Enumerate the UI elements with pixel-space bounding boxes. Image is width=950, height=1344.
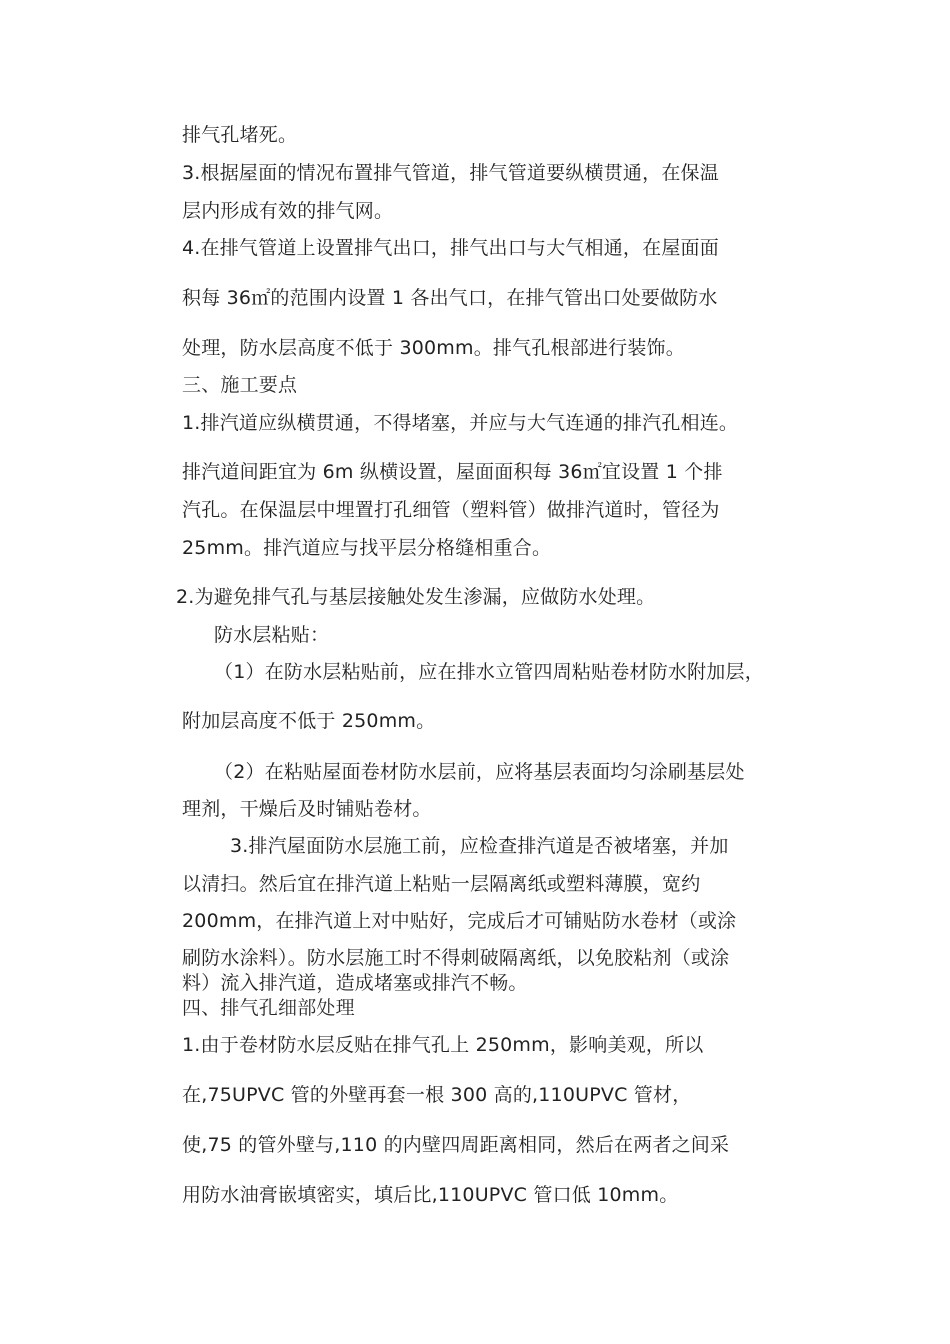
text-line: 用防水油膏嵌填密实，填后比,110UPVC 管口低 10mm。 [182,1184,679,1206]
text-line: 1.由于卷材防水层反贴在排气孔上 250mm，影响美观，所以 [182,1034,704,1056]
text-line: 25mm。排汽道应与找平层分格缝相重合。 [182,537,552,559]
text-line: 层内形成有效的排气网。 [182,200,394,222]
text-line: 排气孔堵死。 [182,124,298,146]
text-line: 4.在排气管道上设置排气出口，排气出口与大气相通，在屋面面 [182,237,719,259]
text-line: 200mm，在排汽道上对中贴好，完成后才可铺贴防水卷材（或涂 [182,910,737,932]
text-line: 3.排汽屋面防水层施工前，应检查排汽道是否被堵塞，并加 [230,835,729,857]
text-line: 料）流入排汽道，造成堵塞或排汽不畅。 [182,972,528,994]
subheading: 防水层粘贴： [214,624,330,646]
text-line: 处理，防水层高度不低于 300mm。排气孔根部进行装饰。 [182,337,685,359]
section-heading: 四、排气孔细部处理 [182,997,355,1019]
text-line: 以清扫。然后宜在排汽道上粘贴一层隔离纸或塑料薄膜，宽约 [182,873,701,895]
text-line: 1.排汽道应纵横贯通，不得堵塞，并应与大气连通的排汽孔相连。 [182,412,739,434]
text-line: （2）在粘贴屋面卷材防水层前，应将基层表面均匀涂刷基层处 [214,761,745,783]
text-line: 积每 36㎡的范围内设置 1 各出气口，在排气管出口处要做防水 [182,287,718,309]
text-line: 排汽道间距宜为 6m 纵横设置，屋面面积每 36㎡宜设置 1 个排 [182,461,723,483]
text-line: 使,75 的管外壁与,110 的内壁四周距离相同，然后在两者之间采 [182,1134,730,1156]
text-line: 汽孔。在保温层中埋置打孔细管（塑料管）做排汽道时，管径为 [182,499,720,521]
text-line: 在,75UPVC 管的外壁再套一根 300 高的,110UPVC 管材， [182,1084,692,1106]
text-line: 附加层高度不低于 250mm。 [182,710,436,732]
text-line: 刷防水涂料）。防水层施工时不得刺破隔离纸，以免胶粘剂（或涂 [182,947,730,969]
text-line: 理剂，干燥后及时铺贴卷材。 [182,798,432,820]
text-line: 3.根据屋面的情况布置排气管道，排气管道要纵横贯通，在保温 [182,162,719,184]
text-line: （1）在防水层粘贴前，应在排水立管四周粘贴卷材防水附加层， [214,661,764,683]
section-heading: 三、施工要点 [182,374,298,396]
text-line: 2.为避免排气孔与基层接触处发生渗漏，应做防水处理。 [176,586,656,608]
